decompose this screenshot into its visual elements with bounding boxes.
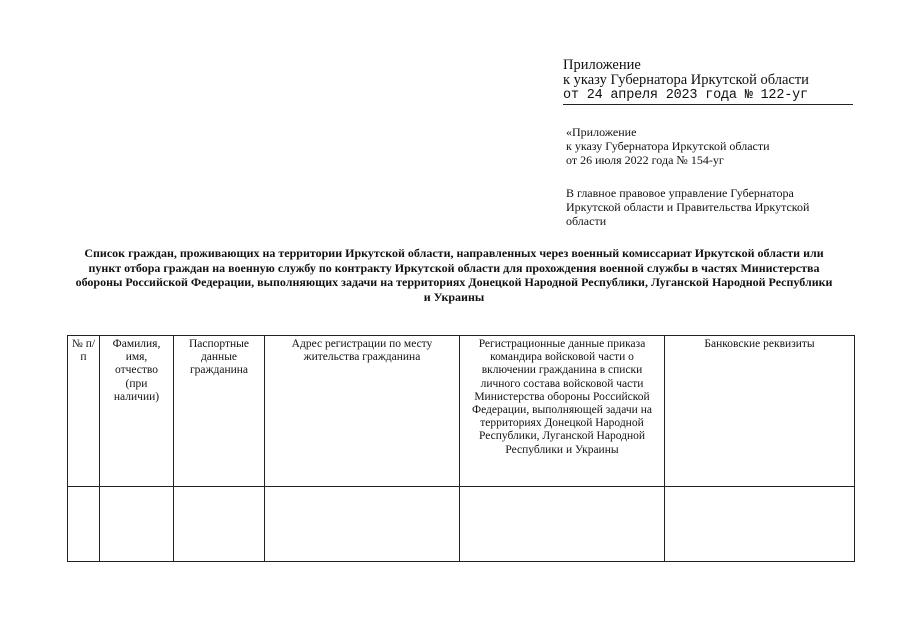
table-cell (665, 487, 855, 562)
annex-stamp-title: Приложение (563, 57, 641, 73)
annex-stamp (563, 58, 855, 105)
column-header-order-data: Регистрационные данные приказа командира войсковой части о включении гражданина в списки личного состава войсковой части Министерства обороны Российской Федерации, выполняющей задачи на территориях Донецкой Народной Республики, Луганской Народной Республики и Украины (460, 336, 665, 487)
document-title-line-4: и Украины (423, 289, 485, 304)
table-row (68, 487, 855, 562)
citizens-list-table (67, 335, 855, 562)
column-header-full-name: Фамилия, имя, отчество (при наличии) (100, 336, 174, 487)
addressee-line-1: В главное правовое управление Губернатора (566, 186, 794, 200)
addressee-line-3: области (566, 214, 607, 228)
quoted-annex-header (566, 125, 856, 167)
table-cell (100, 487, 174, 562)
addressee-block (566, 186, 856, 228)
quoted-annex-title: «Приложение (566, 125, 637, 139)
column-header-bank-details: Банковские реквизиты (665, 336, 855, 487)
document-title-line-2: пункт отбора граждан на военную службу по контракту Иркутской области для прохождения военной службы в частях Министерства (88, 260, 820, 275)
table-header-row (68, 336, 855, 487)
table-cell (68, 487, 100, 562)
table-cell (460, 487, 665, 562)
document-title-line-3: обороны Российской Федерации, выполняющих задачи на территориях Донецкой Народной Республики, Луганской Народной Республики (75, 275, 833, 289)
quoted-annex-date-number: от 26 июля 2022 года № 154-уг (566, 153, 724, 167)
annex-stamp-date-number: от 24 апреля 2023 года № 122-уг (563, 88, 853, 105)
table-cell (174, 487, 265, 562)
document-title-line-1: Список граждан, проживающих на территории Иркутской области, направленных через военный комиссариат Иркутской области или (84, 246, 824, 260)
column-header-registration-address: Адрес регистрации по месту жительства гражданина (265, 336, 460, 487)
annex-stamp-decree-ref: к указу Губернатора Иркутской области (563, 72, 809, 88)
document-title (36, 246, 872, 304)
quoted-annex-decree-ref: к указу Губернатора Иркутской области (566, 139, 770, 153)
addressee-line-2: Иркутской области и Правительства Иркутской (566, 200, 810, 214)
column-header-passport: Паспортные данные гражданина (174, 336, 265, 487)
table-cell (265, 487, 460, 562)
column-header-number: № п/п (68, 336, 100, 487)
